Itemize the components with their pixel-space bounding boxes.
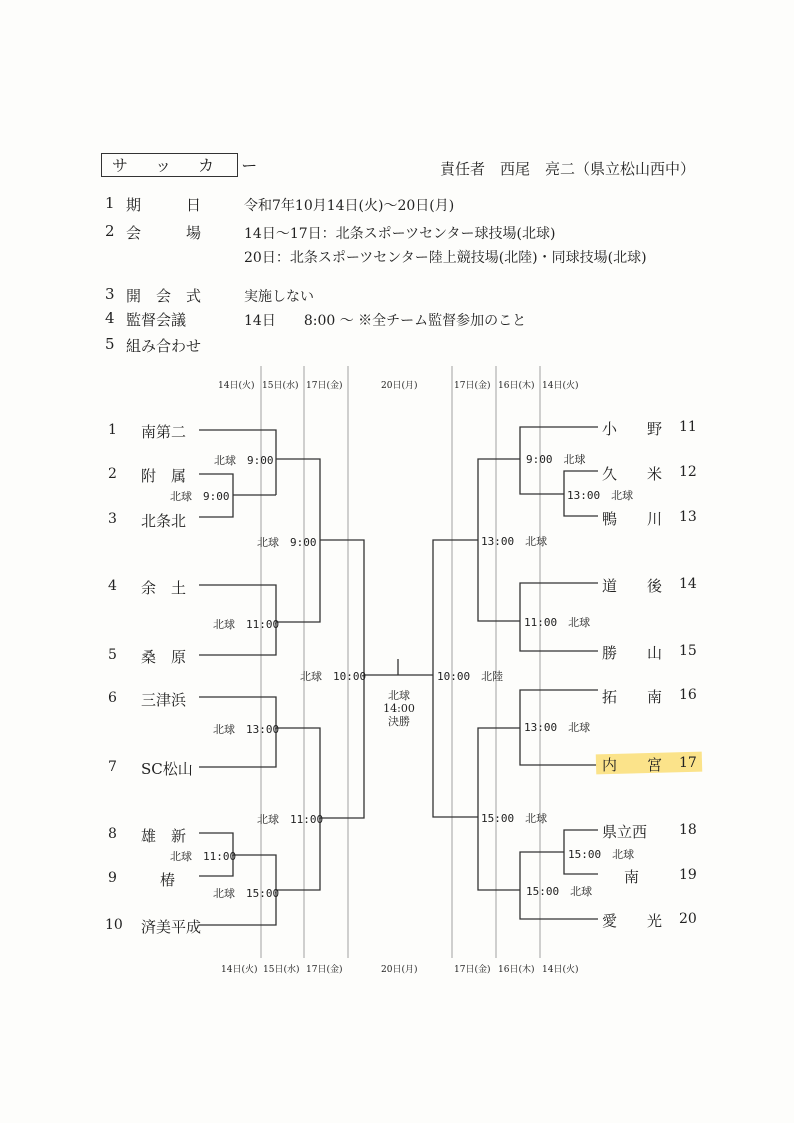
left-team-num: 2 [108, 466, 117, 482]
date-top-right-2: 16日(木) [498, 381, 535, 391]
right-team-num: 11 [679, 419, 697, 435]
match-label-right: 15:00 北球 [526, 885, 593, 898]
info-label-venue: 会 場 [126, 224, 202, 242]
right-team-num: 16 [679, 687, 697, 703]
info-value-ceremony: 実施しない [244, 289, 314, 305]
final-venue: 北球 [388, 689, 410, 702]
left-team-name: SC松山 [141, 760, 193, 778]
match-label-left: 北球 11:00 [257, 813, 324, 826]
left-team-name: 附 属 [141, 467, 187, 485]
date-bottom-center: 20日(月) [381, 965, 418, 975]
match-label-left: 北球 11:00 [170, 850, 237, 863]
date-top-left-1: 14日(火) [218, 381, 255, 391]
date-column-lines [261, 366, 540, 958]
left-team-name: 余 土 [141, 579, 187, 597]
date-bottom-right-3: 14日(火) [542, 965, 579, 975]
right-team-name: 拓 南 [602, 688, 663, 706]
left-team-name: 南第二 [141, 423, 187, 441]
date-bottom-left-2: 15日(水) [263, 965, 300, 975]
date-top-right-3: 14日(火) [542, 381, 579, 391]
date-bottom-right-2: 16日(木) [498, 965, 535, 975]
right-team-name: 久 米 [602, 465, 663, 483]
left-team-name: 椿 [160, 871, 176, 889]
left-team-num: 8 [108, 826, 117, 842]
final-label: 決勝 [388, 715, 410, 728]
right-team-name: 南 [624, 868, 640, 886]
date-top-right-1: 17日(金) [454, 381, 491, 391]
match-label-right: 9:00 北球 [526, 453, 586, 466]
right-team-num: 18 [679, 822, 697, 838]
date-top-left-3: 17日(金) [306, 381, 343, 391]
info-value-date: 令和7年10月14日(火)～20日(月) [244, 198, 455, 214]
match-label-right: 13:00 北球 [524, 721, 591, 734]
left-team-name: 北条北 [141, 512, 187, 530]
right-team-name-highlighted: 内 宮 [602, 756, 663, 774]
left-team-num: 7 [108, 759, 117, 775]
date-bottom-left-1: 14日(火) [221, 965, 258, 975]
left-team-num: 4 [108, 578, 117, 594]
right-team-name: 県立西 [602, 823, 648, 841]
left-team-name: 三津浜 [141, 691, 187, 709]
match-label-left: 北球 9:00 [170, 490, 230, 503]
left-team-num: 5 [108, 647, 117, 663]
left-team-num: 6 [108, 690, 117, 706]
date-bottom-right-1: 17日(金) [454, 965, 491, 975]
right-team-num: 15 [679, 643, 697, 659]
right-team-num: 14 [679, 576, 697, 592]
date-bottom-left-3: 17日(金) [306, 965, 343, 975]
left-team-num: 9 [108, 870, 117, 886]
page-title: サ ッ カ ー [101, 153, 238, 177]
left-team-name: 桑 原 [141, 648, 187, 666]
left-team-name: 済美平成 [141, 918, 202, 936]
info-label-bracket: 組み合わせ [126, 337, 202, 355]
right-team-name: 小 野 [602, 420, 663, 438]
right-team-name: 鴨 川 [602, 510, 663, 528]
final-time: 14:00 [383, 702, 415, 715]
match-label-right-semifinal: 10:00 北陸 [437, 670, 504, 683]
info-label-date: 期 日 [126, 196, 202, 214]
info-num-1: 1 [105, 194, 115, 212]
match-label-left: 北球 11:00 [213, 618, 280, 631]
match-label-left: 北球 13:00 [213, 723, 280, 736]
right-team-num-highlighted: 17 [679, 755, 697, 771]
left-team-name: 雄 新 [141, 827, 187, 845]
right-team-num: 13 [679, 509, 697, 525]
right-team-num: 19 [679, 867, 697, 883]
left-team-num: 1 [108, 422, 117, 438]
right-team-name: 勝 山 [602, 644, 663, 662]
info-num-2: 2 [105, 222, 115, 240]
left-team-num: 3 [108, 511, 117, 527]
match-label-left: 北球 9:00 [257, 536, 317, 549]
final-match-info [380, 689, 418, 728]
info-value-venue-1: 14日～17日：北条スポーツセンター球技場(北球) [244, 226, 556, 242]
match-label-left-semifinal: 北球 10:00 [300, 670, 367, 683]
right-team-num: 12 [679, 464, 697, 480]
date-top-center: 20日(月) [381, 381, 418, 391]
info-num-5: 5 [105, 335, 115, 353]
bracket-lines [199, 427, 598, 925]
info-num-4: 4 [105, 309, 115, 327]
match-label-right: 11:00 北球 [524, 616, 591, 629]
info-value-venue-2: 20日：北条スポーツセンター陸上競技場(北陸)・同球技場(北球) [244, 250, 647, 266]
info-label-ceremony: 開 会 式 [126, 287, 202, 305]
right-team-name: 愛 光 [602, 912, 663, 930]
match-label-left: 北球 15:00 [213, 887, 280, 900]
match-label-right: 15:00 北球 [481, 812, 548, 825]
match-label-right: 15:00 北球 [568, 848, 635, 861]
match-label-right: 13:00 北球 [481, 535, 548, 548]
match-label-left: 北球 9:00 [214, 454, 274, 467]
info-label-meeting: 監督会議 [126, 311, 187, 329]
right-team-num: 20 [679, 911, 697, 927]
info-num-3: 3 [105, 285, 115, 303]
date-top-left-2: 15日(水) [262, 381, 299, 391]
left-team-num: 10 [105, 917, 123, 933]
info-value-meeting: 14日 8:00 ～ ※全チーム監督参加のこと [244, 313, 527, 329]
match-label-right: 13:00 北球 [567, 489, 634, 502]
right-team-name: 道 後 [602, 577, 663, 595]
responsible-person: 責任者 西尾 亮二（県立松山西中） [440, 160, 696, 178]
